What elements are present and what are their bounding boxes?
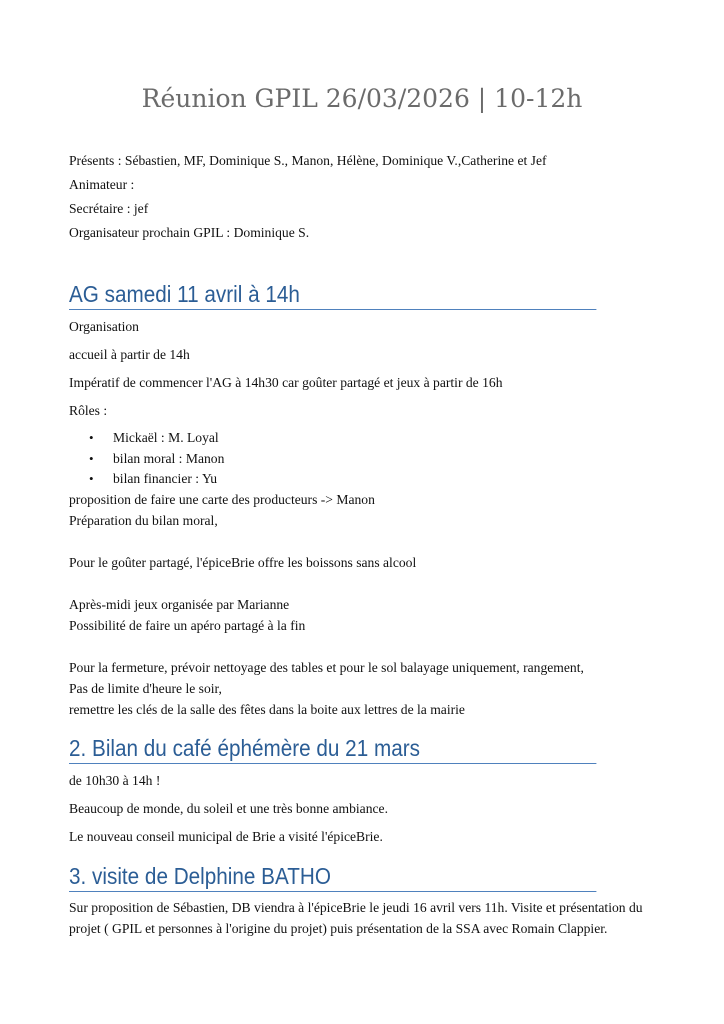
section-heading-ag: AG samedi 11 avril à 14h (69, 280, 596, 310)
organisation-line: Organisation (69, 319, 139, 334)
secretaire-line: Secrétaire : jef (69, 201, 149, 216)
jeux-line: Après-midi jeux organisée par Marianne (69, 597, 290, 612)
proposition-line: proposition de faire une carte des producteurs -> Manon (69, 492, 375, 507)
imperatif-line: Impératif de commencer l'AG à 14h30 car goûter partagé et jeux à partir de 16h (69, 375, 503, 390)
page-title: Réunion GPIL 26/03/2026 | 10-12h (141, 84, 583, 113)
animateur-line: Animateur : (69, 177, 135, 192)
roles-list (69, 428, 224, 490)
list-item: • bilan financier : Yu (69, 469, 224, 490)
fermeture-line: Pour la fermeture, prévoir nettoyage des tables et pour le sol balayage uniquement, rangement, (69, 660, 584, 675)
section-heading-cafe: 2. Bilan du café éphémère du 21 mars (69, 734, 596, 764)
preparation-line: Préparation du bilan moral, (69, 513, 218, 528)
roles-line: Rôles : (69, 403, 108, 418)
gouter-line: Pour le goûter partagé, l'épiceBrie offre les boissons sans alcool (69, 555, 417, 570)
list-item: • Mickaël : M. Loyal (69, 428, 224, 449)
apero-line: Possibilité de faire un apéro partagé à la fin (69, 618, 306, 633)
horaires-line: de 10h30 à 14h ! (69, 773, 161, 788)
accueil-line: accueil à partir de 14h (69, 347, 190, 362)
limite-line: Pas de limite d'heure le soir, (69, 681, 222, 696)
visite-paragraph: Sur proposition de Sébastien, DB viendra à l'épiceBrie le jeudi 16 avril vers 11h. Visite et présentation du projet ( GPIL et personnes à l'origine du projet) puis présentation de la SSA avec Romain Clappier. (69, 900, 643, 936)
section-heading-visite: 3. visite de Delphine BATHO (69, 862, 596, 892)
list-item: • bilan moral : Manon (69, 449, 224, 470)
cles-line: remettre les clés de la salle des fêtes dans la boite aux lettres de la mairie (69, 702, 465, 717)
conseil-line: Le nouveau conseil municipal de Brie a visité l'épiceBrie. (69, 829, 383, 844)
presents-line: Présents : Sébastien, MF, Dominique S., Manon, Hélène, Dominique V.,Catherine et Jef (69, 153, 547, 168)
organisateur-line: Organisateur prochain GPIL : Dominique S. (69, 225, 310, 240)
monde-line: Beaucoup de monde, du soleil et une très bonne ambiance. (69, 801, 388, 816)
